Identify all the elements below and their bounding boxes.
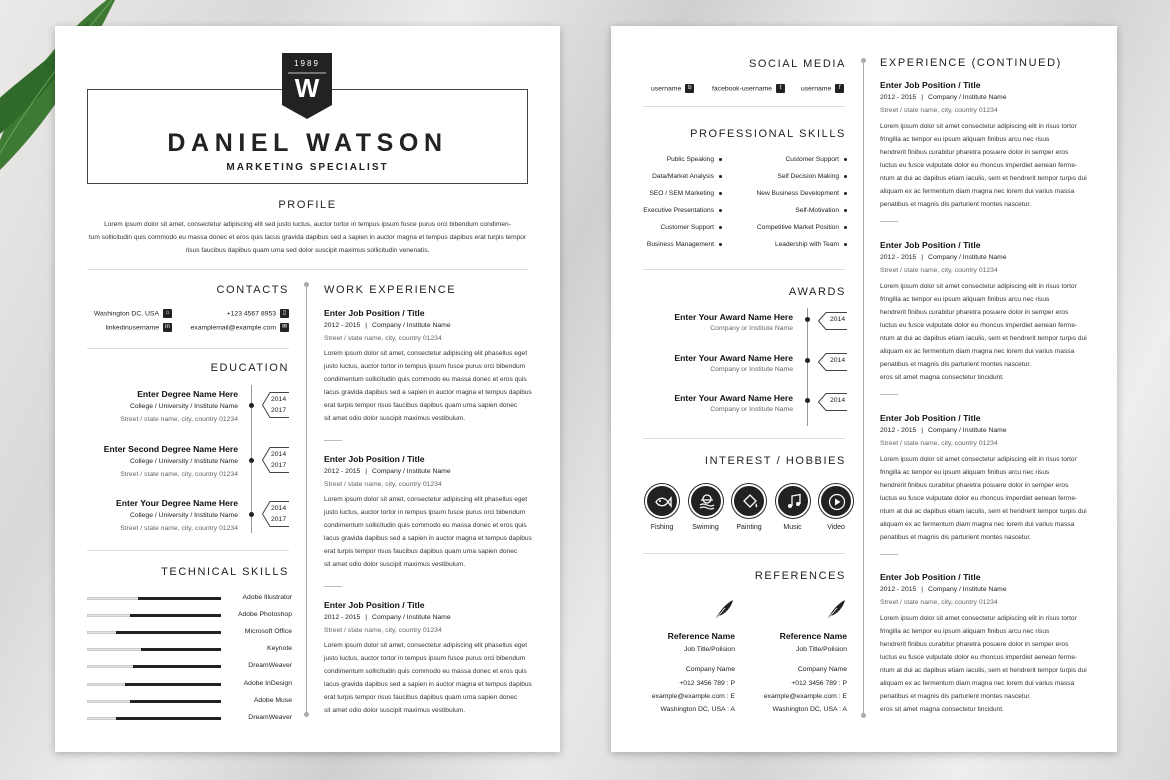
pro-skill-left: SEO / SEM Marketing <box>650 190 728 197</box>
quill-icon <box>711 598 735 622</box>
separator: | <box>921 254 924 261</box>
separator: | <box>365 468 368 475</box>
job-description: Lorem ipsum dolor sit amet, consectetur adipiscing elit phasellus eget justo luctus, auctor tortor in tempus ipsum fusce purus orci bibendum condimentum sollicitudin quis commodo eu massa donec et eros quis lacus gravida dapibus sed a sapien in auctor magna et tempus dapibus erat turpis tempor risus faucibus dapibus quam urna sapien donec sit amet odio dolor suscipit maximus vestibulum. <box>324 350 532 422</box>
social-item: username b <box>651 84 694 93</box>
hobby-label: Fishing <box>650 524 674 531</box>
divider <box>87 348 289 349</box>
skill-row: Microsoft Office <box>87 628 292 640</box>
divider <box>643 438 845 439</box>
mini-divider <box>880 554 898 555</box>
mini-divider <box>324 440 342 441</box>
pro-skill-left: Public Speaking <box>667 156 727 163</box>
separator: | <box>921 94 924 101</box>
monogram-badge <box>282 53 332 119</box>
timeline-dot <box>805 317 810 322</box>
full-name: DANIEL WATSON <box>167 129 448 157</box>
column-divider <box>306 285 307 715</box>
skill-row: DreamWeaver <box>87 714 292 726</box>
skill-bar-fill <box>116 631 221 634</box>
divider <box>643 269 845 270</box>
date-tag: 2014 2017 <box>262 392 290 418</box>
skill-bullet <box>719 226 722 229</box>
separator: | <box>365 322 368 329</box>
pro-skill-right: Self Decision Making <box>777 173 852 180</box>
hobby-label: Music <box>783 524 802 531</box>
home-icon: ⌂ <box>163 309 172 318</box>
skill-bullet <box>844 175 847 178</box>
contact-linkedin: linkedinusername in <box>106 323 172 332</box>
skill-bullet <box>844 209 847 212</box>
skill-bullet <box>844 192 847 195</box>
interests-heading: INTEREST / HOBBIES <box>704 455 846 467</box>
skill-bar-fill <box>116 717 221 720</box>
contact-email: examplemail@example.com ✉ <box>190 324 288 332</box>
skill-row: Adobe Muse <box>87 697 292 709</box>
work-experience-heading: WORK EXPERIENCE <box>324 284 457 296</box>
birth-year: 1989 <box>294 59 320 68</box>
divider <box>643 553 845 554</box>
technical-skills-heading: TECHNICAL SKILLS <box>161 566 289 578</box>
mini-divider <box>880 394 898 395</box>
skill-bullet <box>719 209 722 212</box>
job-description: Lorem ipsum dolor sit amet consectetur adipiscing elit in risus tortor fringilla ac tempor eu ipsum aliquam finibus arcu nec risus hendrerit finibus curabitur pharetra posuere dolor in semper eros luctus eu fusce vulputate dolor eu rhoncus imperdiet aenean ferme- ntum at dui ac dapibus etiam iaculis, sem et hendrerit tempor turpis dui aliquam ex ac fermentum diam magna nec lorem dui varius massa penatibus et magnis dis parturient montes nascetur. <box>880 123 1087 208</box>
skill-row: Adobe Photoshop <box>87 611 292 623</box>
award-item: Enter Your Award Name Here Company or Institute Name 2014 <box>674 393 846 413</box>
skill-bullet <box>719 158 722 161</box>
skill-bar-fill <box>141 648 221 651</box>
education-heading: EDUCATION <box>210 362 289 374</box>
timeline-dot <box>805 358 810 363</box>
date-tag: 2014 2017 <box>262 501 290 527</box>
experience-continued-heading: EXPERIENCE (CONTINUED) <box>880 57 1062 69</box>
hobby-label: Painting <box>736 524 762 531</box>
pro-skill-left: Business Management <box>647 241 727 248</box>
skill-bar-fill <box>130 700 221 703</box>
skill-bar-fill <box>125 683 221 686</box>
mini-divider <box>324 586 342 587</box>
skill-row: DreamWeaver <box>87 662 292 674</box>
year-tag: 2014 <box>818 353 846 371</box>
pro-skill-right: Self-Motivation <box>795 207 852 214</box>
pro-skill-left: Customer Support <box>660 224 727 231</box>
separator: | <box>921 586 924 593</box>
awards-heading: AWARDS <box>788 286 846 298</box>
social-media-heading: SOCIAL MEDIA <box>748 58 846 70</box>
job-title: MARKETING SPECIALIST <box>226 162 389 173</box>
behance-icon[interactable]: b <box>685 84 694 93</box>
skill-bar-fill <box>138 597 221 600</box>
phone-icon: ▯ <box>280 309 289 318</box>
skill-bar-fill <box>130 614 221 617</box>
year-tag: 2014 <box>818 312 846 330</box>
social-item: facebook-username t <box>712 84 785 93</box>
divider <box>87 550 289 551</box>
pro-skill-right: New Business Development <box>757 190 852 197</box>
award-item: Enter Your Award Name Here Company or Institute Name 2014 <box>674 352 846 373</box>
skill-bullet <box>719 243 722 246</box>
professional-skills-heading: PROFESSIONAL SKILLS <box>690 128 846 140</box>
linkedin-icon: in <box>163 323 172 332</box>
reference-item: Reference Name Job Title/Polision Company Name +012 3456 789 : P example@example.com : E Washington DC, USA : A <box>625 598 735 718</box>
job-description: Lorem ipsum dolor sit amet consectetur adipiscing elit in risus tortor fringilla ac tempor eu ipsum aliquam finibus arcu nec risus hendrerit finibus curabitur pharetra posuere dolor in semper eros luctus eu fusce vulputate dolor eu rhoncus imperdiet aenean ferme- ntum at dui ac dapibus etiam iaculis, sem et hendrerit tempor turpis dui aliquam ex ac fermentum diam magna nec lorem dui varius massa penatibus et magnis dis parturient montes nascetur. <box>880 456 1087 541</box>
contacts-heading: CONTACTS <box>216 284 289 296</box>
contact-phone: +123 4567 8953 ▯ <box>227 309 289 318</box>
pro-skill-left: Executive Presentations <box>643 207 727 214</box>
contact-address: Washington DC, USA ⌂ <box>94 309 172 318</box>
music-note-icon <box>776 484 810 518</box>
job-description: Lorem ipsum dolor sit amet consectetur adipiscing elit in risus tortor fringilla ac tempor eu ipsum aliquam finibus arcu nec risus hendrerit finibus curabitur pharetra posuere dolor in semper eros luctus eu fusce vulputate dolor eu rhoncus imperdiet aenean ferme- ntum at dui ac dapibus etiam iaculis, sem et hendrerit tempor turpis dui aliquam ex ac fermentum diam magna nec lorem dui varius massa penatibus et magnis dis parturient montes nascetur. eros sit amet magna consectetur tincidunt. <box>880 615 1087 713</box>
hobby-label: Video <box>827 524 845 531</box>
column-divider <box>863 61 864 716</box>
column-divider-cap <box>861 713 866 718</box>
pro-skill-right: Customer Support <box>785 156 852 163</box>
divider <box>643 106 845 107</box>
resume-page-2: SOCIAL MEDIA username b facebook-username t username f PROFESSIONAL SKILLS Public Speaking Data/Market Analysis SEO / SEM Marketing Executive Presentations Customer Support Business Management Customer Support Self Decision Making New Business Development Self-Motivation Competitive Market Position Leadership with Team AWARDS Enter Your Award Name Here Company or Institute Name 2014 Enter Your Award Name Here Company or Institute Name 2014 Enter Your Award Name Here Company or Institute Name 2014 INTEREST / HOBBIES Fishing Swiming Painting Music Video REFERENCES Reference Name Job Title/Polision Company Name +012 3456 789 : P example@example.com : E Washington DC, USA : A Reference Name Job Title/Polision Company Name +012 3456 789 : P example@example.com : E Washington DC, USA : A EXPERIENCE (CONTINUED) Enter Job Position / Title 2012 - 2015 | Company / Institute Name Street / state name, city, country 01234 Lorem ipsum dolor sit amet consectetur adipiscing elit in risus tortor fringilla ac tempor eu ipsum aliquam finibus arcu nec risus hendrerit finibus curabitur pharetra posuere dolor in semper eros luctus eu fusce vulputate dolor eu rhoncus imperdiet aenean ferme- ntum at dui ac dapibus etiam iaculis, sem et hendrerit tempor turpis dui aliquam ex ac fermentum diam magna nec lorem dui varius massa penatibus et magnis dis parturient montes nascetur. Enter Job Position / Title 2012 - 2015 | Company / Institute Name Street / state name, city, country 01234 Lorem ipsum dolor sit amet consectetur adipiscing elit in risus tortor fringilla ac tempor eu ipsum aliquam finibus arcu nec risus hendrerit finibus curabitur pharetra posuere dolor in semper eros luctus eu fusce vulputate dolor eu rhoncus imperdiet aenean ferme- ntum at dui ac dapibus etiam iaculis, sem et hendrerit tempor turpis dui aliquam ex ac fermentum diam magna nec lorem dui varius massa penatibus et magnis dis parturient montes nascetur. eros sit amet magna consectetur tincidunt. Enter Job Position / Title 2012 - 2015 | Company / Institute Name Street / state name, city, country 01234 Lorem ipsum dolor sit amet consectetur adipiscing elit in risus tortor fringilla ac tempor eu ipsum aliquam finibus arcu nec risus hendrerit finibus curabitur pharetra posuere dolor in semper eros luctus eu fusce vulputate dolor eu rhoncus imperdiet aenean ferme- ntum at dui ac dapibus etiam iaculis, sem et hendrerit tempor turpis dui aliquam ex ac fermentum diam magna nec lorem dui varius massa penatibus et magnis dis parturient montes nascetur. Enter Job Position / Title 2012 - 2015 | Company / Institute Name Street / state name, city, country 01234 Lorem ipsum dolor sit amet consectetur adipiscing elit in risus tortor fringilla ac tempor eu ipsum aliquam finibus arcu nec risus hendrerit finibus curabitur pharetra posuere dolor in semper eros luctus eu fusce vulputate dolor eu rhoncus imperdiet aenean ferme- ntum at dui ac dapibus etiam iaculis, sem et hendrerit tempor turpis dui aliquam ex ac fermentum diam magna nec lorem dui varius massa penatibus et magnis dis parturient montes nascetur. eros sit amet magna consectetur tincidunt. <box>611 26 1117 752</box>
date-tag: 2014 2017 <box>262 447 290 473</box>
play-icon <box>819 484 853 518</box>
skill-bullet <box>844 243 847 246</box>
timeline-dot <box>249 458 254 463</box>
job-description: Lorem ipsum dolor sit amet, consectetur adipiscing elit phasellus eget justo luctus, auctor tortor in tempus ipsum fusce purus orci bibendum condimentum sollicitudin quis commodo eu massa donec et eros quis lacus gravida dapibus sed a sapien in auctor magna et tempus dapibus erat turpis tempor risus faucibus dapibus quam urna sapien donec sit amet odio dolor suscipit maximus vestibulum. <box>324 642 532 714</box>
skill-row: Adobe InDesign <box>87 680 292 692</box>
resume-page-1: 1989 W DANIEL WATSON MARKETING SPECIALIST PROFILE Lorem ipsum dolor sit amet, consectetur adipiscing elit sed justo luctus, auctor tortor in tempus ipsum fusce purus orci bibendum condimen- tum sollicitudin quis commodo eu massa donec et eros quis lacus gravida dapibus sed a sapien in auctor magna et tempus dapibus erat turpis tempor risus faucibus dapibus quam urna sed dolor suscipit maximus sollicitudin venenatis. CONTACTS Washington DC, USA ⌂ linkedinusername in +123 4567 8953 ▯ examplemail@example.com ✉ EDUCATION Enter Degree Name Here College / University / Institute Name Street / state name, city, country 01234 2014 2017 Enter Second Degree Name Here College / University / Institute Name Street / state name, city, country 01234 2014 2017 Enter Your Degree Name Here College / University / Institute Name Street / state name, city, country 01234 2014 2017 TECHNICAL SKILLS Adobe Illustrator Adobe Photoshop Microsoft Office Keynote DreamWeaver Adobe InDesign Adobe Muse DreamWeaver WORK EXPERIENCE Enter Job Position / Title 2012 - 2015 | Company / Institute Name Street / state name, city, country 01234 Lorem ipsum dolor sit amet, consectetur adipiscing elit phasellus eget justo luctus, auctor tortor in tempus ipsum fusce purus orci bibendum condimentum sollicitudin quis commodo eu massa donec et eros quis lacus gravida dapibus sed a sapien in auctor magna et tempus dapibus erat turpis tempor risus faucibus dapibus quam urna sapien donec sit amet odio dolor suscipit maximus vestibulum. Enter Job Position / Title 2012 - 2015 | Company / Institute Name Street / state name, city, country 01234 Lorem ipsum dolor sit amet, consectetur adipiscing elit phasellus eget justo luctus, auctor tortor in tempus ipsum fusce purus orci bibendum condimentum sollicitudin quis commodo eu massa donec et eros quis lacus gravida dapibus sed a sapien in auctor magna et tempus dapibus erat turpis tempor risus faucibus dapibus quam urna sapien donec sit amet odio dolor suscipit maximus vestibulum. Enter Job Position / Title 2012 - 2015 | Company / Institute Name Street / state name, city, country 01234 Lorem ipsum dolor sit amet, consectetur adipiscing elit phasellus eget justo luctus, auctor tortor in tempus ipsum fusce purus orci bibendum condimentum sollicitudin quis commodo eu massa donec et eros quis lacus gravida dapibus sed a sapien in auctor magna et tempus dapibus erat turpis tempor risus faucibus dapibus quam urna sapien donec sit amet odio dolor suscipit maximus vestibulum. <box>55 26 560 752</box>
twitter-icon[interactable]: t <box>776 84 785 93</box>
pro-skill-left: Data/Market Analysis <box>652 173 727 180</box>
skill-bar-fill <box>133 665 221 668</box>
timeline-dot <box>249 512 254 517</box>
skill-bullet <box>844 226 847 229</box>
skill-row: Adobe Illustrator <box>87 594 292 606</box>
divider <box>87 269 528 270</box>
timeline-dot <box>249 403 254 408</box>
fish-icon <box>645 484 679 518</box>
year-tag: 2014 <box>818 393 846 411</box>
timeline-dot <box>805 398 810 403</box>
skill-bullet <box>719 192 722 195</box>
separator: | <box>921 427 924 434</box>
facebook-icon[interactable]: f <box>835 84 844 93</box>
award-item: Enter Your Award Name Here Company or Institute Name 2014 <box>674 312 846 332</box>
skill-row: Keynote <box>87 645 292 657</box>
job-description: Lorem ipsum dolor sit amet consectetur adipiscing elit in risus tortor fringilla ac tempor eu ipsum aliquam finibus arcu nec risus hendrerit finibus curabitur pharetra posuere dolor in semper eros luctus eu fusce vulputate dolor eu rhoncus imperdiet aenean ferme- ntum at dui ac dapibus etiam iaculis, sem et hendrerit tempor turpis dui aliquam ex ac fermentum diam magna nec lorem dui varius massa penatibus et magnis dis parturient montes nascetur. eros sit amet magna consectetur tincidunt. <box>880 283 1087 381</box>
references-heading: REFERENCES <box>754 570 846 582</box>
column-divider-cap <box>304 712 309 717</box>
paint-bucket-icon <box>732 484 766 518</box>
column-divider-cap <box>304 282 309 287</box>
swimming-icon <box>689 484 723 518</box>
monogram-letter: W <box>294 73 320 103</box>
mini-divider <box>880 221 898 222</box>
reference-item: Reference Name Job Title/Polision Company Name +012 3456 789 : P example@example.com : E Washington DC, USA : A <box>737 598 847 718</box>
email-icon: ✉ <box>281 324 288 330</box>
job-description: Lorem ipsum dolor sit amet, consectetur adipiscing elit phasellus eget justo luctus, auctor tortor in tempus ipsum fusce purus orci bibendum condimentum sollicitudin quis commodo eu massa donec et eros quis lacus gravida dapibus sed a sapien in auctor magna et tempus dapibus erat turpis tempor risus faucibus dapibus quam urna sapien donec sit amet odio dolor suscipit maximus vestibulum. <box>324 496 532 568</box>
skill-bullet <box>844 158 847 161</box>
column-divider-cap <box>861 58 866 63</box>
profile-heading: PROFILE <box>278 199 337 211</box>
profile-text: Lorem ipsum dolor sit amet, consectetur adipiscing elit sed justo luctus, auctor tortor in tempus ipsum fusce purus orci bibendum condimen- tum sollicitudin quis commodo eu massa donec et eros quis lacus gravida dapibus sed a sapien in auctor magna et tempus dapibus erat turpis tempor risus faucibus dapibus quam urna sed dolor suscipit maximus sollicitudin venenatis. <box>88 221 527 254</box>
quill-icon <box>823 598 847 622</box>
hobby-label: Swiming <box>692 524 719 531</box>
pro-skill-right: Competitive Market Position <box>757 224 852 231</box>
social-item: username f <box>801 84 844 93</box>
skill-bullet <box>719 175 722 178</box>
separator: | <box>365 614 368 621</box>
pro-skill-right: Leadership with Team <box>775 241 852 248</box>
